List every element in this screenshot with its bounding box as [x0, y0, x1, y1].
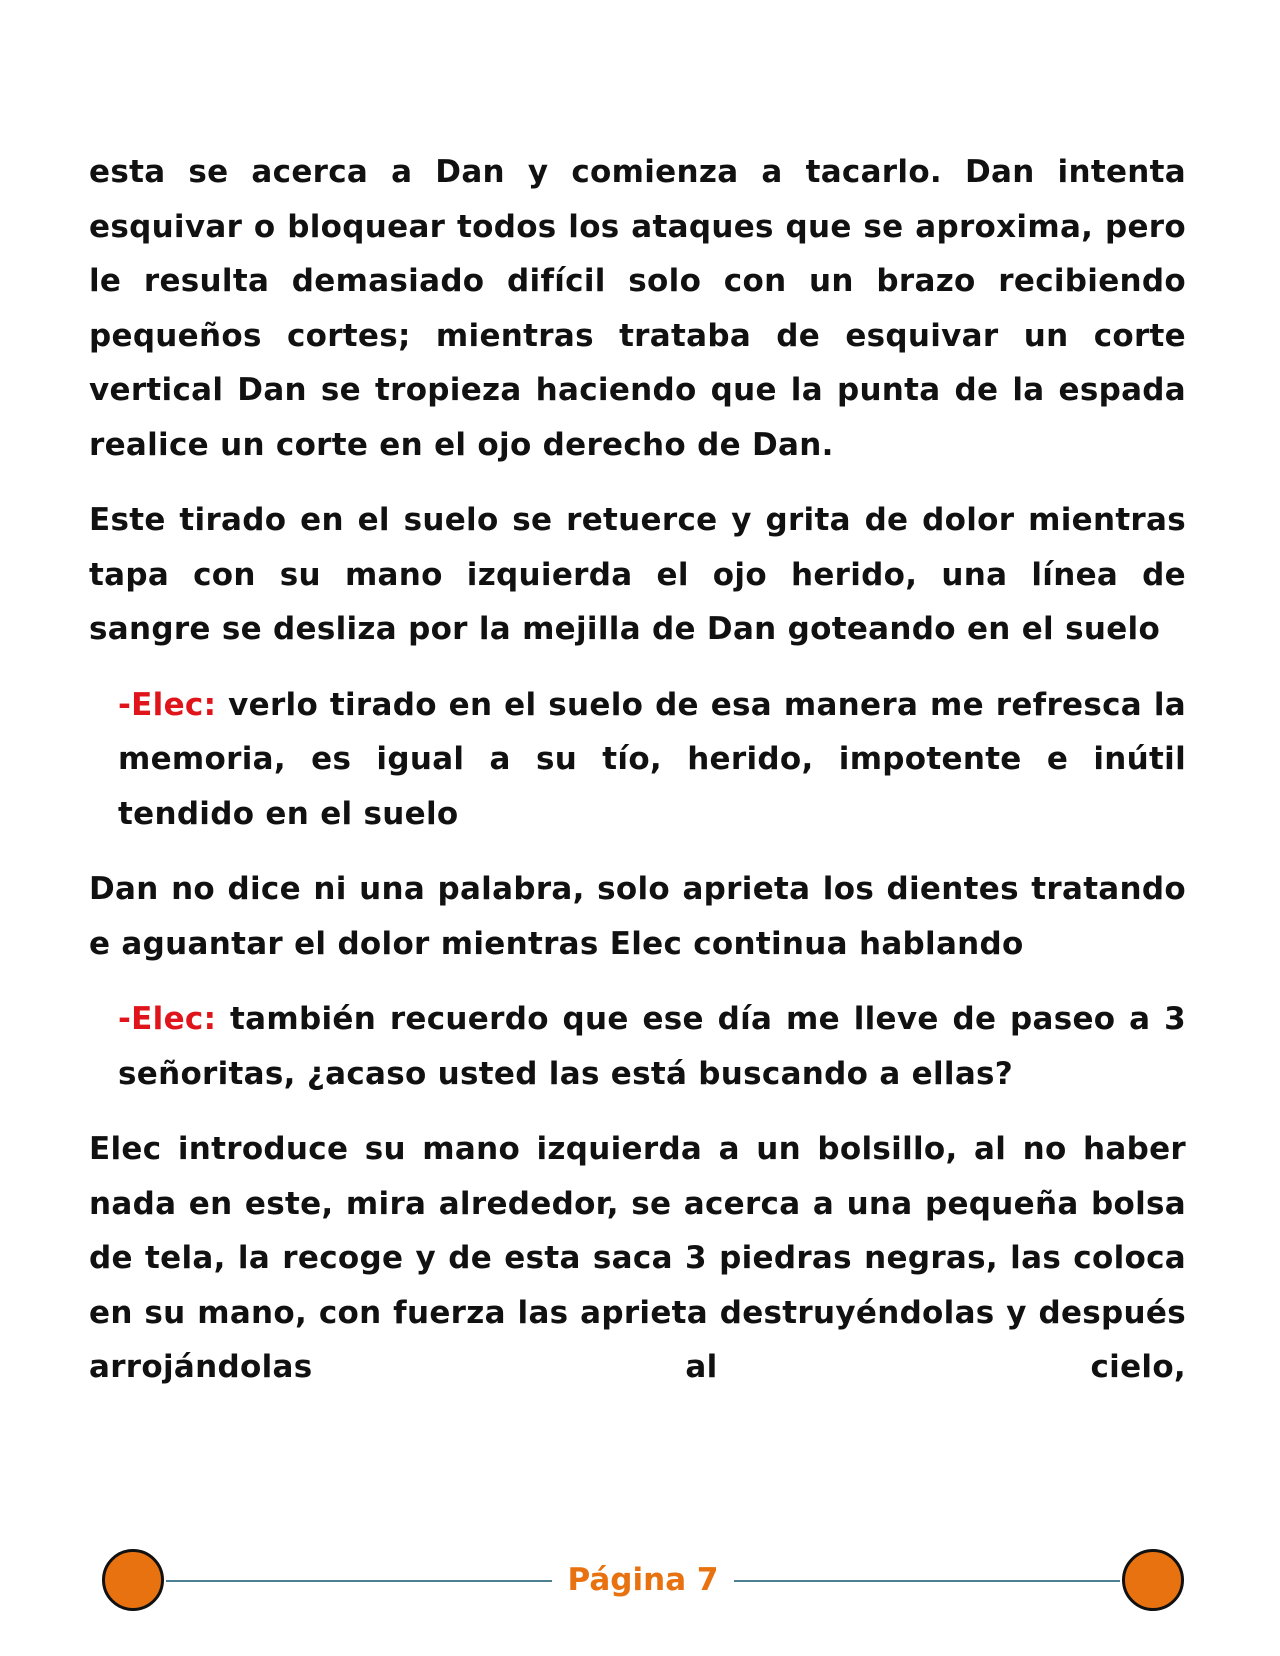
speaker-label: -Elec: [118, 686, 217, 723]
paragraph: Dan no dice ni una palabra, solo aprieta los dientes tratando e aguantar el dolor mientras Elec continua hablando [89, 871, 1186, 962]
paragraph: esta se acerca a Dan y comienza a tacarlo. Dan intenta esquivar o bloquear todos los ataques que se aproxima, pero le resulta demasiado difícil solo con un brazo recibiendo pequeños cortes; mientras trataba de esquivar un corte vertical Dan se tropieza haciendo que la punta de la espada realice un corte en el ojo derecho de Dan. [89, 154, 1186, 463]
dialogue-text: también recuerdo que ese día me lleve de paseo a 3 señoritas, ¿acaso usted las está buscando a ellas? [118, 1001, 1186, 1092]
speaker-label: -Elec: [118, 1001, 217, 1037]
paragraph: Elec introduce su mano izquierda a un bolsillo, al no haber nada en este, mira alrededor, se acerca a una pequeña bolsa de tela, la recoge y de esta saca 3 piedras negras, las coloca en su mano, con fuerza las aprieta destruyéndolas y después arrojándolas al cielo, [89, 1131, 1186, 1385]
footer-rule-right [734, 1580, 1120, 1582]
page-number: Página 7 [567, 1562, 719, 1598]
footer-circle-left-icon [102, 1549, 164, 1611]
footer-circle-right-icon [1122, 1549, 1184, 1611]
dialogue-line [118, 678, 1186, 842]
page-body [89, 145, 1186, 1395]
dialogue-line [118, 992, 1186, 1101]
page-footer [100, 1548, 1186, 1616]
dialogue-text: verlo tirado en el suelo de esa manera me refresca la memoria, es igual a su tío, herido, impotente e inútil tendido en el suelo [118, 686, 1186, 832]
paragraph: Este tirado en el suelo se retuerce y grita de dolor mientras tapa con su mano izquierda el ojo herido, una línea de sangre se desliza por la mejilla de Dan goteando en el suelo [89, 502, 1186, 647]
footer-rule-left [166, 1580, 552, 1582]
